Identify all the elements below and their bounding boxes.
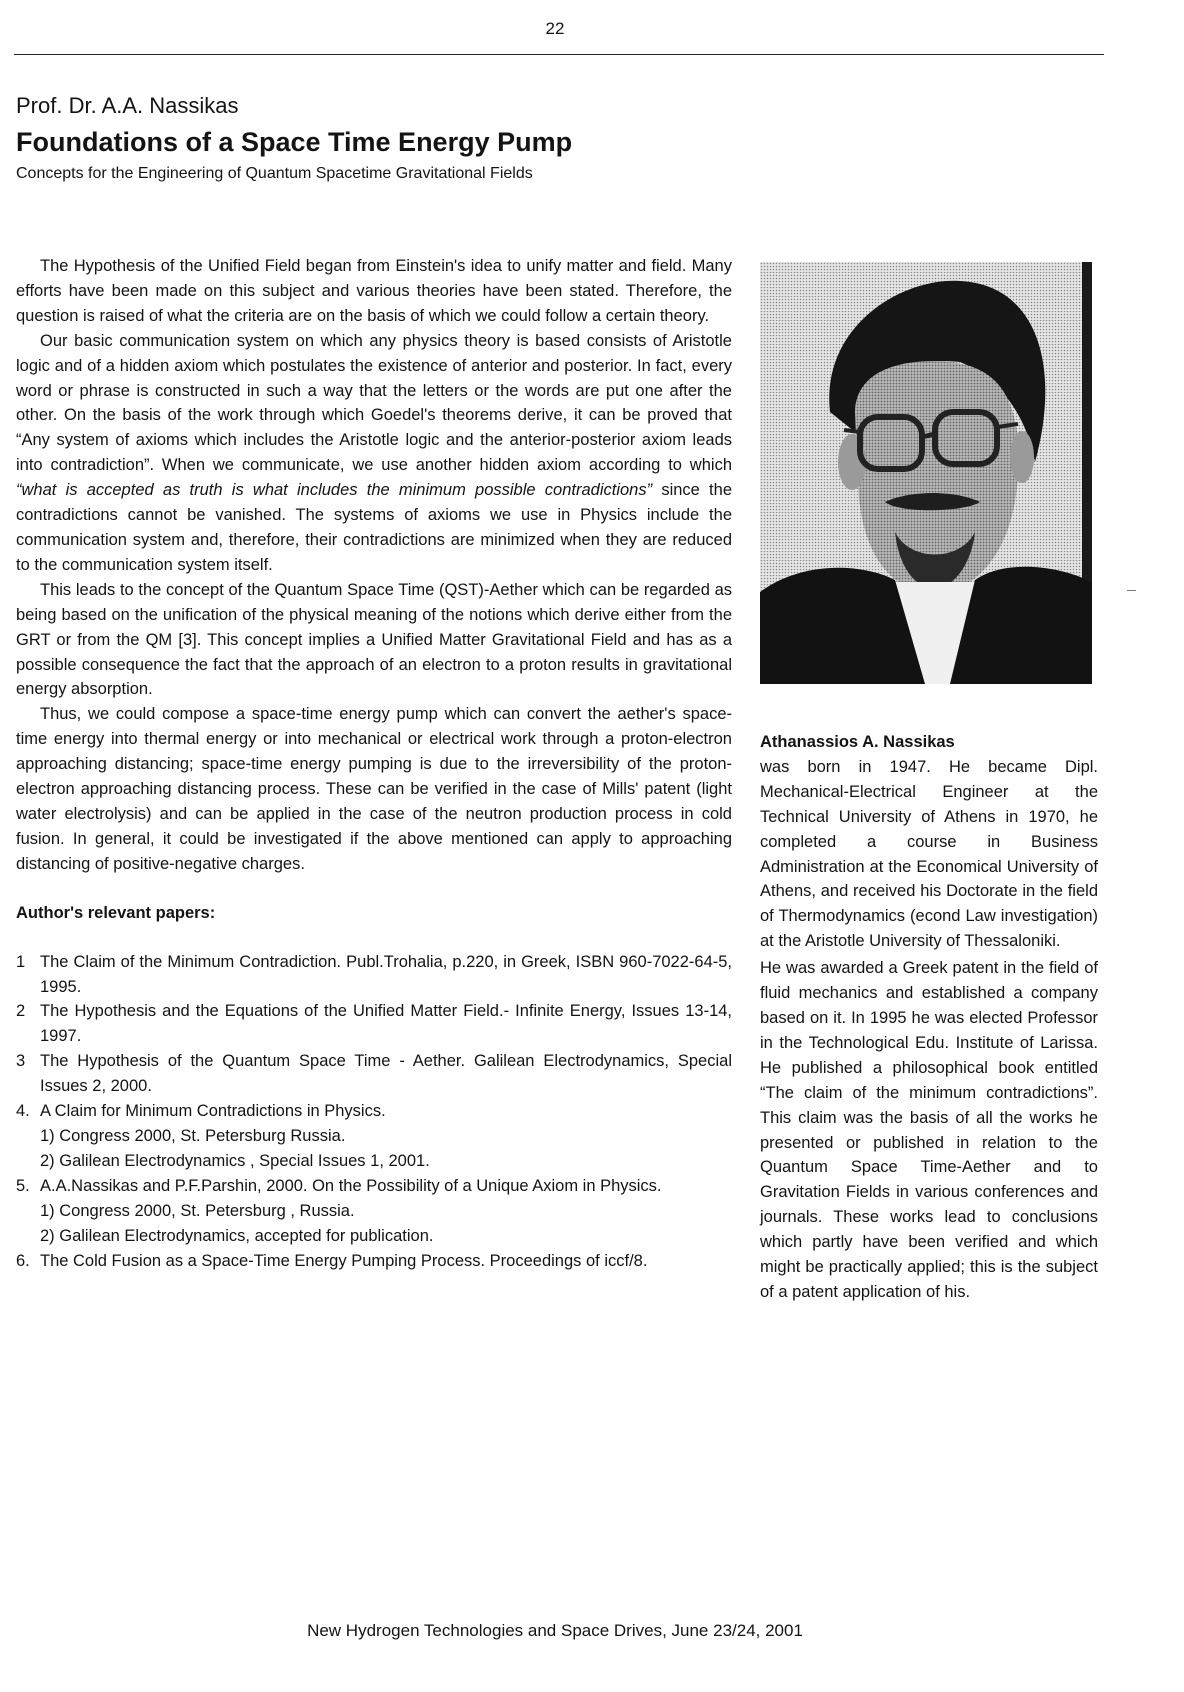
- paragraph-text: since the contradictions cannot be vanished. The systems of axioms we use in Physics include the communication system and, therefore, their contradictions are minimized when they are reduced to the communication system itself.: [16, 481, 732, 574]
- reference-body: [40, 1249, 732, 1274]
- reference-item: [16, 1174, 732, 1249]
- paragraph-text: Our basic communication system on which any physics theory is based consists of Aristotle logic and of a hidden axiom which postulates the existence of anterior and posterior. In fact, every word or phrase is constructed in such a way that the letters or the words are put one after the other. On the basis of the work through which Goedel's theorems derive, it can be proved that “Any system of axioms which includes the Aristotle logic and the anterior-posterior axiom leads into contradiction”. When we communicate, we use another hidden axiom according to which: [16, 331, 732, 475]
- bio-name: Athanassios A. Nassikas: [760, 733, 955, 751]
- reference-number: 4.: [16, 1102, 30, 1121]
- article-title: Foundations of a Space Time Energy Pump: [16, 127, 573, 157]
- main-text-column: [16, 254, 732, 1273]
- reference-text: The Hypothesis of the Quantum Space Time - Aether. Galilean Electrodynamics, Special Issues 2, 2000.: [40, 1052, 732, 1096]
- reference-number: 6.: [16, 1251, 30, 1270]
- emphasized-quote: “what is accepted as truth is what includes the minimum possible contradictions”: [16, 481, 653, 500]
- bio-paragraph: was born in 1947. He became Dipl. Mechanical-Electrical Engineer at the Technical University of Athens in 1970, he completed a course in Business Administration at the Economical University of Athens, and received his Doctorate in the field of Thermodynamics (econd Law investigation) at the Aristotle University of Thessaloniki.: [760, 757, 1098, 951]
- body-paragraph: This leads to the concept of the Quantum Space Time (QST)-Aether which can be regarded as being based on the unification of the physical meaning of the notions which derive either from the GRT or from the QM [3]. This concept implies a Unified Matter Gravitational Field and has as a possible consequence the fact that the approach of an electron to a proton results in gravitational energy absorption.: [16, 580, 732, 699]
- reference-text: A.A.Nassikas and P.F.Parshin, 2000. On the Possibility of a Unique Axiom in Physics.: [40, 1176, 662, 1195]
- reference-item: [16, 1049, 732, 1099]
- reference-subitem: 2) Galilean Electrodynamics , Special Issues 1, 2001.: [40, 1151, 430, 1170]
- reference-subitem: 2) Galilean Electrodynamics, accepted for publication.: [40, 1226, 434, 1245]
- reference-item: [16, 1249, 732, 1274]
- body-paragraph: Thus, we could compose a space-time energy pump which can convert the aether's space-time energy into thermal energy or into mechanical or electrical work through a proton-electron approaching distancing; space-time energy pumping is due to the irreversibility of the proton-electron approaching distancing process. These can be verified in the case of Mills' patent (light water electrolysis) and can be applied in the case of the neutron production process in cold fusion. In general, it could be investigated if the above mentioned can apply to approaching distancing of positive-negative charges.: [16, 705, 732, 873]
- reference-number: 2: [16, 1002, 26, 1021]
- reference-text: The Hypothesis and the Equations of the Unified Matter Field.- Infinite Energy, Issues 13-14, 1997.: [40, 1002, 732, 1046]
- reference-body: [40, 1049, 732, 1099]
- reference-text: The Claim of the Minimum Contradiction. Publ.Trohalia, p.220, in Greek, ISBN 960-7022-64-5, 1995.: [40, 952, 732, 996]
- article-subtitle: Concepts for the Engineering of Quantum Spacetime Gravitational Fields: [16, 165, 533, 182]
- author-bio-column: [760, 730, 1098, 1307]
- reference-subitem: 1) Congress 2000, St. Petersburg Russia.: [40, 1127, 346, 1145]
- references-heading: Author's relevant papers:: [16, 903, 216, 922]
- reference-item: [16, 999, 732, 1049]
- reference-item: [16, 950, 732, 1000]
- reference-text: A Claim for Minimum Contradictions in Physics.: [40, 1102, 386, 1121]
- header-rule: [14, 54, 1104, 55]
- bio-paragraph: He was awarded a Greek patent in the field of fluid mechanics and established a company based on it. In 1995 he was elected Professor in the Technological Edu. Institute of Larissa. He published a philosophical book entitled “The claim of the minimum contradictions”. This claim was the basis of all the works he presented or published in relation to the Quantum Space Time-Aether and to Gravitation Fields in various conferences and journals. These works lead to conclusions which partly have been verified and which might be practically applied; this is the subject of a patent application of his.: [760, 959, 1098, 1301]
- page-footer: New Hydrogen Technologies and Space Drives, June 23/24, 2001: [307, 1621, 803, 1640]
- body-paragraph: [16, 329, 732, 578]
- reference-body: [40, 999, 732, 1049]
- author-photo: [760, 262, 1092, 684]
- reference-number: 1: [16, 952, 26, 971]
- reference-item: [16, 1099, 732, 1174]
- page-number: 22: [545, 19, 565, 38]
- reference-body: [40, 1099, 732, 1174]
- references-list: [16, 950, 732, 1274]
- reference-body: [40, 1174, 732, 1249]
- reference-text: The Cold Fusion as a Space-Time Energy Pumping Process. Proceedings of iccf/8.: [40, 1251, 648, 1270]
- reference-body: [40, 950, 732, 1000]
- reference-subitem: 1) Congress 2000, St. Petersburg , Russia.: [40, 1201, 355, 1220]
- reference-number: 3: [16, 1052, 26, 1071]
- author-line: Prof. Dr. A.A. Nassikas: [16, 93, 239, 118]
- body-paragraph: The Hypothesis of the Unified Field began from Einstein's idea to unify matter and field. Many efforts have been made on this subject and various theories have been stated. Therefore, the question is raised of what the criteria are on the basis of which we could follow a certain theory.: [16, 257, 732, 325]
- margin-mark: [1127, 590, 1136, 591]
- reference-number: 5.: [16, 1176, 30, 1195]
